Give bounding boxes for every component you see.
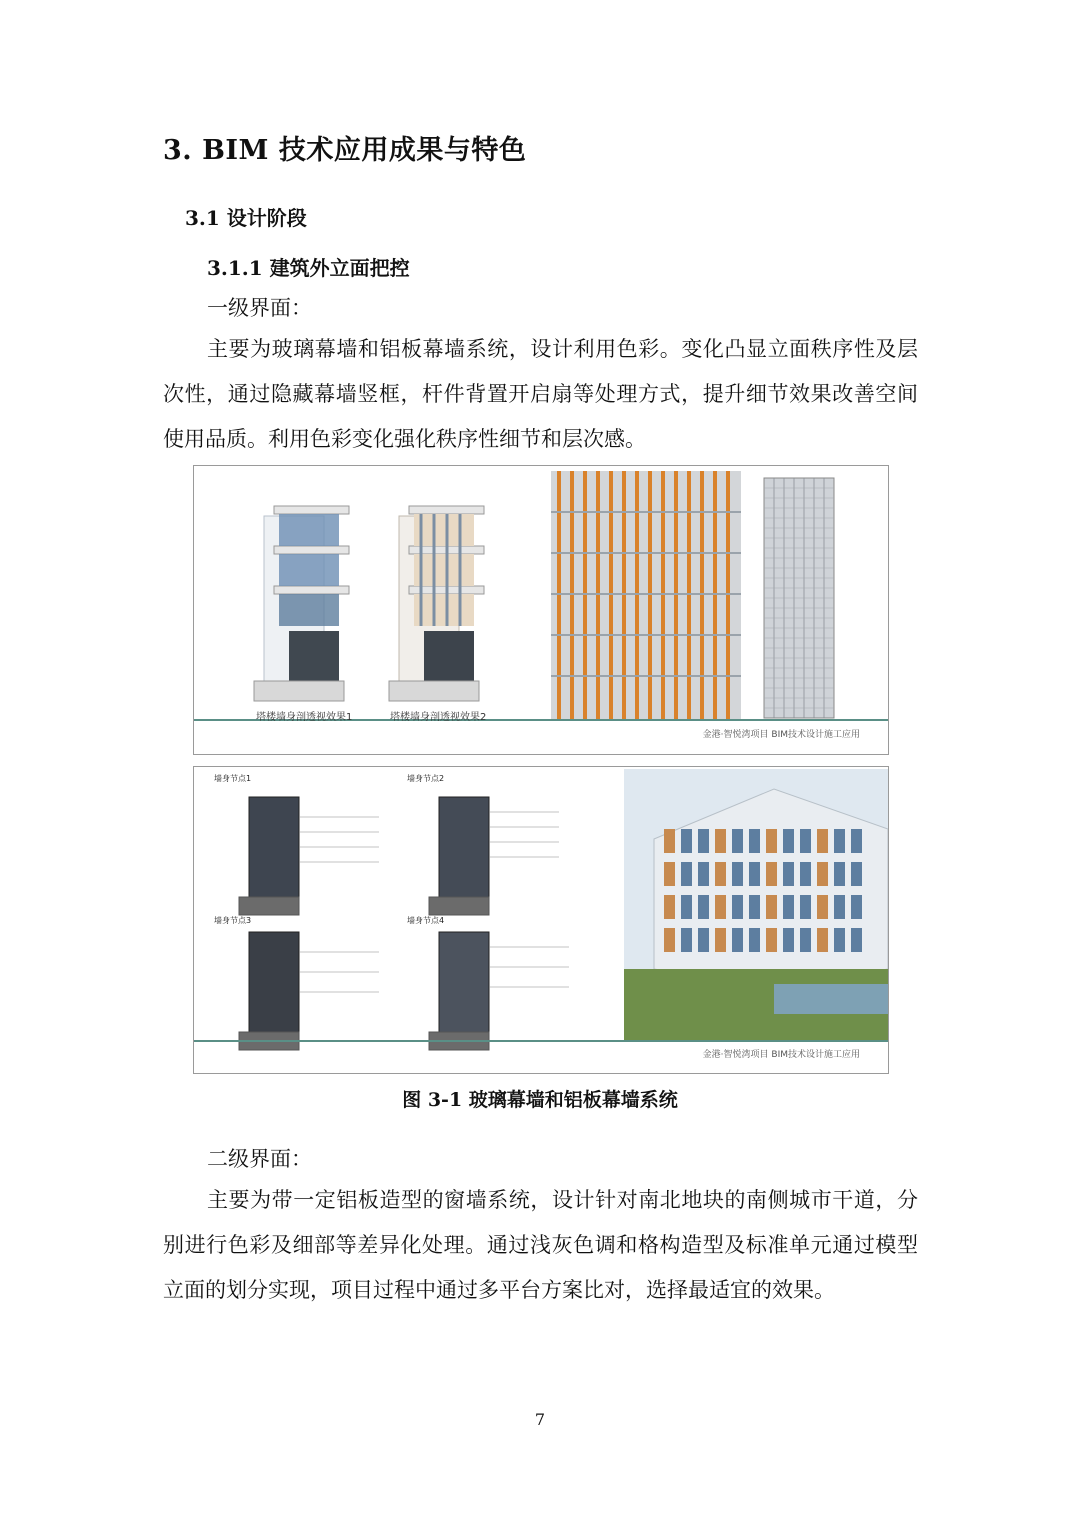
building-window: [698, 862, 709, 886]
building-window: [732, 829, 743, 853]
orange-fin-facade: [551, 471, 741, 719]
wall-node-details: [239, 797, 569, 1050]
building-window: [766, 829, 777, 853]
subsection-heading: 3.1 设计阶段: [185, 206, 307, 230]
building-window: [698, 829, 709, 853]
building-window: [834, 862, 845, 886]
building-window: [851, 895, 862, 919]
building-window: [681, 862, 692, 886]
building-window: [664, 895, 675, 919]
building-window: [698, 928, 709, 952]
building-window: [783, 895, 794, 919]
figure-bottom-illustration: [194, 767, 888, 1073]
level1-label: 一级界面：: [207, 296, 312, 320]
building-window: [783, 928, 794, 952]
building-window: [800, 829, 811, 853]
building-window: [817, 862, 828, 886]
building-window: [851, 862, 862, 886]
building-window: [766, 895, 777, 919]
sub-subsection-heading: 3.1.1 建筑外立面把控: [207, 256, 410, 280]
figure-top: [193, 465, 889, 755]
building-window: [664, 829, 675, 853]
building-window: [664, 862, 675, 886]
building-window: [834, 928, 845, 952]
tower-section-1: [254, 506, 349, 701]
building-window: [698, 895, 709, 919]
building-window: [817, 928, 828, 952]
node-label-2: 墙身节点2: [407, 774, 445, 783]
tower-section-2: [389, 506, 484, 701]
figure-bottom-footer: 金港·智悦湾项目 BIM技术设计施工应用: [702, 1050, 860, 1060]
building-window: [749, 829, 760, 853]
building-window: [817, 829, 828, 853]
figure-caption: 图 3-1 玻璃幕墙和铝板幕墙系统: [402, 1089, 678, 1111]
building-window: [664, 928, 675, 952]
building-window: [732, 895, 743, 919]
page-number: 7: [534, 1410, 546, 1429]
building-rendering: [624, 769, 888, 1041]
building-window: [800, 862, 811, 886]
building-window: [834, 895, 845, 919]
building-window: [800, 928, 811, 952]
building-window: [749, 928, 760, 952]
node-label-4: 墙身节点4: [407, 916, 445, 925]
level1-paragraph: 主要为玻璃幕墙和铝板幕墙系统，设计利用色彩。变化凸显立面秩序性及层次性，通过隐藏幕墙竖框，杆件背置开启扇等处理方式，提升细节效果改善空间使用品质。利用色彩变化强化秩序性细节和层次感。: [163, 337, 918, 451]
building-window: [749, 895, 760, 919]
sub-caption-1: 塔楼墙身剖透视效果1: [256, 712, 353, 723]
glass-tower-elevation: [764, 478, 834, 718]
building-window: [800, 895, 811, 919]
figure-top-footer: 金港·智悦湾项目 BIM技术设计施工应用: [702, 730, 860, 740]
building-window: [749, 862, 760, 886]
building-window: [834, 829, 845, 853]
building-window: [817, 895, 828, 919]
building-window: [715, 829, 726, 853]
building-window: [732, 928, 743, 952]
building-window: [851, 928, 862, 952]
building-window: [783, 829, 794, 853]
level2-label: 二级界面：: [207, 1147, 312, 1171]
node-label-3: 墙身节点3: [214, 916, 252, 925]
building-window: [715, 895, 726, 919]
building-window: [715, 862, 726, 886]
building-window: [732, 862, 743, 886]
building-window: [766, 862, 777, 886]
level2-paragraph: 主要为带一定铝板造型的窗墙系统，设计针对南北地块的南侧城市干道，分别进行色彩及细部等差异化处理。通过浅灰色调和格构造型及标准单元通过模型立面的划分实现，项目过程中通过多平台方案比对，选择最适宜的效果。: [163, 1188, 918, 1302]
building-window: [681, 829, 692, 853]
building-window: [681, 928, 692, 952]
node-label-1: 墙身节点1: [214, 774, 252, 783]
building-window: [715, 928, 726, 952]
building-window: [766, 928, 777, 952]
building-window: [681, 895, 692, 919]
sub-caption-2: 塔楼墙身剖透视效果2: [390, 712, 487, 723]
building-window: [783, 862, 794, 886]
figure-bottom: [193, 766, 889, 1074]
section-heading: 3. BIM 技术应用成果与特色: [163, 135, 527, 166]
building-window: [851, 829, 862, 853]
